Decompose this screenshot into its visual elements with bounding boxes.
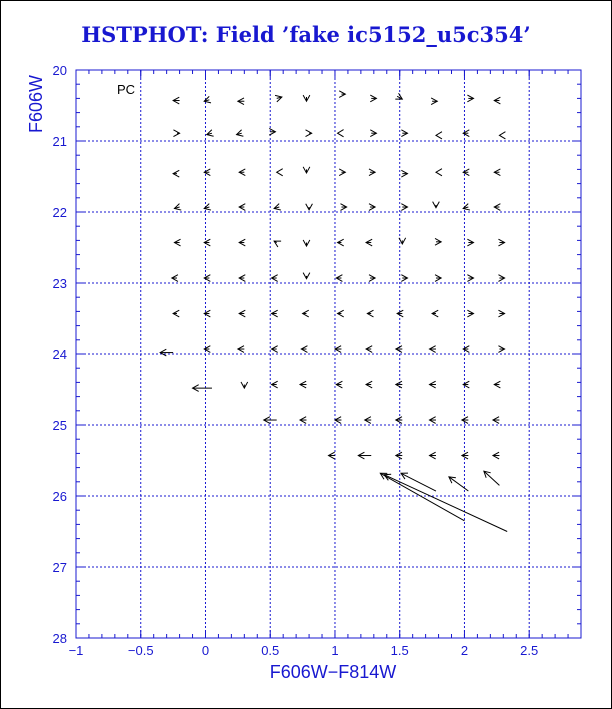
vector-arrowhead bbox=[306, 204, 313, 210]
panel-label: PC bbox=[117, 82, 136, 97]
vector-arrowhead bbox=[274, 204, 281, 210]
vector-arrowhead bbox=[395, 93, 402, 99]
vector-arrow bbox=[380, 473, 464, 521]
x-tick-label: 2.5 bbox=[520, 643, 539, 658]
y-tick-label: 25 bbox=[52, 418, 67, 433]
vector-arrow bbox=[277, 169, 283, 176]
vector-arrowhead bbox=[303, 273, 310, 279]
y-tick-label: 24 bbox=[52, 347, 67, 362]
y-tick-label: 21 bbox=[52, 134, 67, 149]
vector-arrow bbox=[436, 132, 442, 139]
vector-arrowhead bbox=[237, 130, 244, 136]
vector-arrowhead bbox=[433, 202, 440, 208]
vector-arrowhead bbox=[173, 130, 179, 137]
y-tick-label: 20 bbox=[52, 63, 67, 78]
vector-arrowhead bbox=[174, 204, 181, 210]
y-axis-label: F606W bbox=[26, 74, 46, 134]
x-tick-label: 0.5 bbox=[261, 643, 280, 658]
y-tick-label: 23 bbox=[52, 276, 67, 291]
y-tick-label: 22 bbox=[52, 205, 67, 220]
x-tick-label: 1.5 bbox=[390, 643, 409, 658]
vector-arrowhead bbox=[204, 204, 211, 210]
vector-arrowhead bbox=[207, 130, 214, 136]
grid bbox=[76, 70, 581, 638]
x-tick-label: 0 bbox=[201, 643, 210, 658]
y-tick-label: 26 bbox=[52, 489, 67, 504]
vector-arrow bbox=[499, 132, 505, 139]
vector-arrow bbox=[484, 471, 500, 485]
vector-arrow bbox=[449, 477, 468, 491]
vector-arrow bbox=[338, 130, 344, 137]
vector-arrowhead bbox=[274, 241, 281, 247]
axis-ticks bbox=[53, 63, 581, 658]
x-tick-label: 2 bbox=[460, 643, 469, 658]
vector-arrowhead bbox=[275, 95, 282, 101]
vector-arrowhead bbox=[204, 96, 211, 102]
vector-arrow bbox=[384, 475, 507, 532]
x-tick-label: −0.5 bbox=[127, 643, 154, 658]
chart-title: HSTPHOT: Field ’fake ic5152_u5c354’ bbox=[81, 22, 531, 47]
x-tick-label: −1 bbox=[68, 643, 84, 658]
x-tick-label: 1 bbox=[331, 643, 339, 658]
vector-arrowhead bbox=[463, 204, 470, 210]
vector-arrowhead bbox=[306, 130, 312, 137]
vector-arrow bbox=[436, 169, 442, 176]
x-axis-label: F606W−F814W bbox=[269, 662, 397, 682]
vector-field bbox=[160, 91, 507, 532]
y-tick-label: 28 bbox=[52, 631, 67, 646]
y-tick-label: 27 bbox=[52, 560, 67, 575]
